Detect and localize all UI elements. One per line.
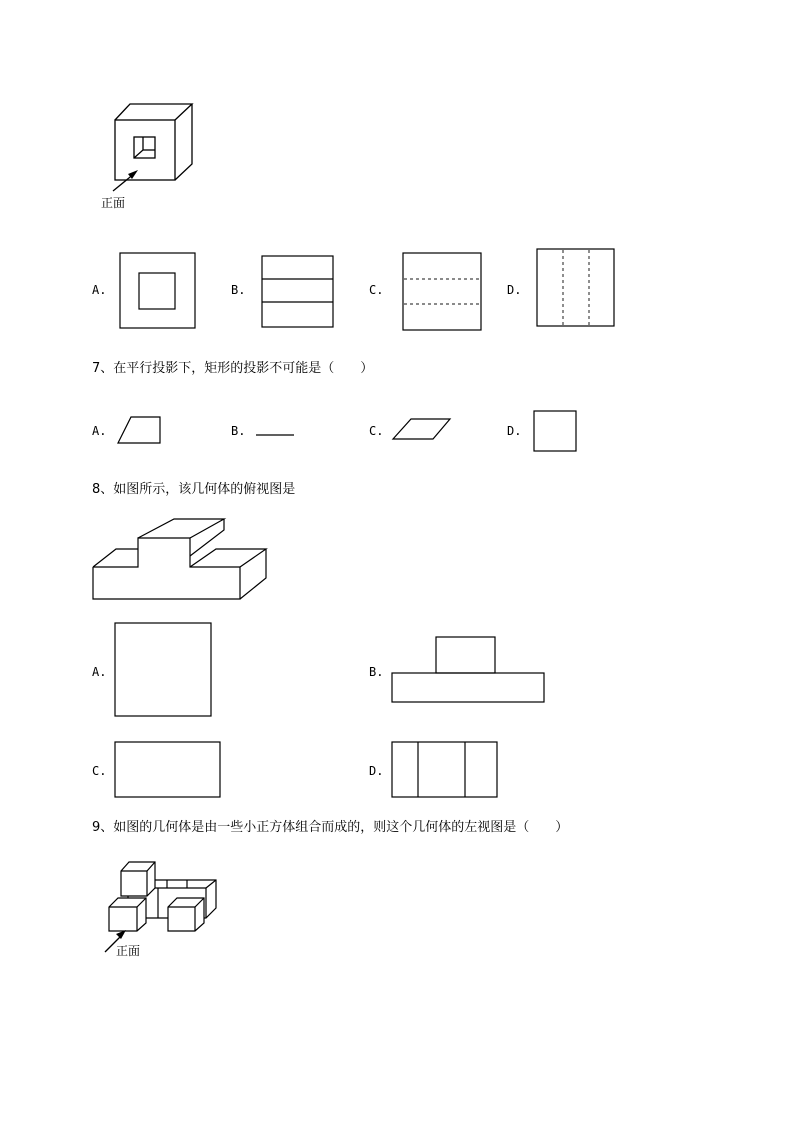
q7-option-a-label: A. [92, 424, 107, 438]
q6-cube-figure [95, 100, 205, 215]
q8-option-a-label: A. [92, 665, 107, 679]
q7-option-a-figure[interactable] [116, 416, 164, 446]
q6-option-d-figure[interactable] [536, 248, 616, 328]
q7-option-b-label: B. [231, 424, 246, 438]
q7-option-c-figure[interactable] [391, 417, 453, 443]
q7-option-c-label: C. [369, 424, 384, 438]
q7-option-b-figure[interactable] [255, 425, 297, 439]
q8-option-c-label: C. [92, 764, 107, 778]
q7-question-text: 7、在平行投影下，矩形的投影不可能是（ ） [92, 361, 374, 376]
q6-option-a-label: A. [92, 283, 107, 297]
q8-solid-figure [90, 517, 272, 605]
q9-cubes-figure [98, 858, 220, 960]
q8-option-a-figure[interactable] [114, 622, 214, 719]
q6-front-label: 正面 [101, 196, 126, 210]
q6-option-a-figure[interactable] [119, 252, 197, 330]
q8-option-b-label: B. [369, 665, 384, 679]
q8-option-b-figure[interactable] [391, 636, 547, 705]
q8-question-text: 8、如图所示，该几何体的俯视图是 [92, 482, 296, 497]
q8-option-d-label: D. [369, 764, 384, 778]
q9-front-label: 正面 [116, 944, 141, 958]
q8-option-d-figure[interactable] [391, 741, 500, 800]
q9-question-text: 9、如图的几何体是由一些小正方体组合而成的，则这个几何体的左视图是（ ） [92, 820, 569, 835]
q6-option-c-label: C. [369, 283, 384, 297]
q6-option-d-label: D. [507, 283, 522, 297]
q6-option-c-figure[interactable] [402, 252, 483, 332]
q8-option-c-figure[interactable] [114, 741, 223, 800]
q7-option-d-figure[interactable] [533, 410, 579, 454]
q6-option-b-label: B. [231, 283, 246, 297]
q6-option-b-figure[interactable] [261, 255, 335, 329]
q7-option-d-label: D. [507, 424, 522, 438]
